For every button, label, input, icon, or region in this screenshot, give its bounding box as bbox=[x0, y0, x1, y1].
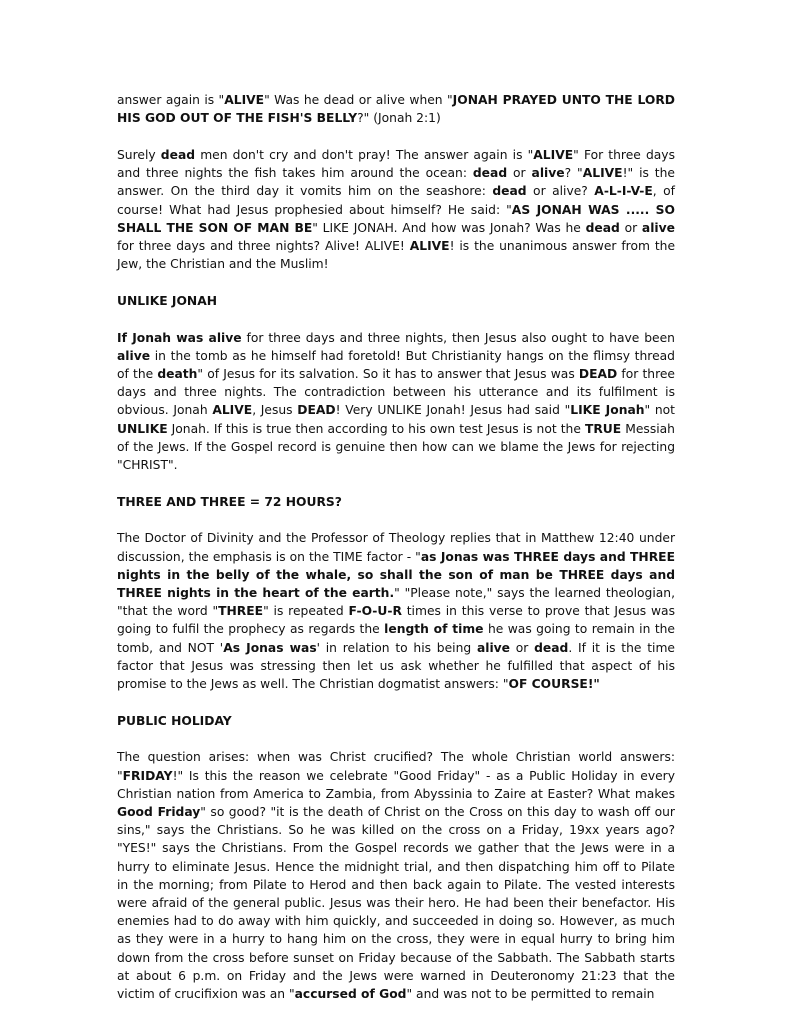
text-run: for three days and three nights. The contradiction between his utterance and its fulfilment is obvious. Jonah bbox=[117, 366, 675, 418]
text-run: Surely bbox=[117, 147, 161, 162]
text-run: ' in relation to his being bbox=[316, 640, 477, 655]
bold-text: ALIVE bbox=[224, 93, 265, 107]
text-run: , of course! What had Jesus prophesied about himself? He said: " bbox=[117, 184, 676, 217]
bold-text: dead bbox=[492, 184, 527, 199]
bold-text: F-O-U-R bbox=[348, 604, 402, 619]
text-run: , Jesus bbox=[252, 403, 298, 418]
paragraph-time-factor bbox=[117, 529, 675, 693]
text-run: he was going to remain in the tomb, and NOT ' bbox=[117, 622, 675, 655]
bold-text: alive bbox=[641, 220, 675, 235]
bold-text: dead bbox=[534, 640, 569, 655]
text-run: The Doctor of Divinity and the Professor of Theology replies that in Matthew 12:40 under discussion, the emphasis is on the TIME factor - " bbox=[117, 531, 675, 564]
bold-text: accursed of God bbox=[294, 987, 407, 1002]
text-run: answer again is " bbox=[117, 93, 225, 107]
bold-text: dead bbox=[160, 147, 196, 162]
bold-text: dead bbox=[472, 166, 508, 181]
text-run: !" Is this the reason we celebrate "Good Friday" - as a Public Holiday in every Christian nation from America to Zambia, from Abyssinia to Zaire at Easter? What makes bbox=[117, 768, 675, 801]
text-run: or bbox=[619, 220, 642, 235]
text-run: or bbox=[510, 640, 535, 655]
text-run: " is repeated bbox=[263, 604, 349, 619]
bold-text: dead bbox=[585, 220, 620, 235]
text-run: for three days and three nights, then Jesus also ought to have been bbox=[241, 330, 675, 345]
bold-text: UNLIKE JONAH bbox=[117, 293, 218, 308]
text-run: ?" (Jonah 2:1) bbox=[357, 111, 441, 126]
bold-text: TRUE bbox=[584, 421, 622, 436]
bold-text: Good Friday bbox=[117, 805, 201, 819]
bold-text: LIKE Jonah bbox=[570, 403, 645, 418]
text-run: ! is the unanimous answer from the Jew, the Christian and the Muslim! bbox=[117, 238, 676, 272]
text-run: " of Jesus for its salvation. So it has to answer that Jesus was bbox=[197, 366, 579, 381]
heading-unlike-jonah bbox=[117, 292, 675, 310]
bold-text: DEAD bbox=[297, 403, 336, 418]
bold-text: PUBLIC HOLIDAY bbox=[117, 713, 232, 728]
bold-text: ALIVE bbox=[582, 166, 623, 181]
paragraph-dead-or-alive bbox=[117, 146, 675, 273]
bold-text: ALIVE bbox=[533, 147, 574, 162]
text-run: in the tomb as he himself had foretold! But Christianity hangs on the flimsy thread of the bbox=[117, 348, 675, 381]
text-run: ? " bbox=[564, 166, 583, 181]
text-run: " "Please note," says the learned theologian, "that the word " bbox=[117, 585, 675, 619]
text-run: Messiah of the Jews. If the Gospel record is genuine then how can we blame the Jews for rejecting "CHRIST". bbox=[117, 421, 675, 472]
bold-text: alive bbox=[476, 640, 511, 655]
paragraph-unlike-jonah bbox=[117, 329, 675, 475]
bold-text: alive bbox=[531, 166, 565, 181]
bold-text: AS JONAH WAS ..... SO SHALL THE SON OF MAN BE bbox=[117, 202, 675, 235]
text-run: for three days and three nights? Alive! ALIVE! bbox=[117, 238, 410, 253]
text-run: . If it is the time factor that Jesus was stressing then let us ask whether he fulfilled that aspect of his promise to the Jews as well. The Christian dogmatist answers: " bbox=[117, 640, 675, 691]
bold-text: THREE bbox=[218, 604, 264, 619]
text-run: " Was he dead or alive when " bbox=[264, 93, 453, 107]
text-run: " LIKE JONAH. And how was Jonah? Was he bbox=[312, 220, 586, 235]
heading-72-hours bbox=[117, 493, 675, 511]
bold-text: DEAD bbox=[578, 366, 618, 381]
text-run: ! Very UNLIKE Jonah! Jesus had said " bbox=[335, 403, 571, 418]
text-run: " For three days and three nights the fish takes him around the ocean: bbox=[117, 147, 675, 181]
text-run: men don't cry and don't pray! The answer again is " bbox=[195, 147, 534, 162]
bold-text: A-L-I-V-E bbox=[594, 184, 653, 199]
text-run: " so good? "it is the death of Christ on the Cross on this day to wash off our sins," says the Christians. So he was killed on the cross on a Friday, 19xx years ago? "YES!" says the Christians. From the Gospel records we gather that the Jews were in a hurry to eliminate Jesus. Hence the midnight trial, and then dispatching him off to Pilate in the morning; from Pilate to Herod and then back again to Pilate. The vested interests were afraid of the general public. Jesus was their hero. He had been their benefactor. His enemies had to do away with him quickly, and succeeded in doing so. However, as much as they were in a hurry to hang him on the cross, they were in equal hurry to bring him down from the cross before sunset on Friday because of the Sabbath. The Sabbath starts at about 6 p.m. on Friday and the Jews were warned in Deuteronomy 21:23 that the victim of crucifixion was an " bbox=[117, 805, 675, 1002]
bold-text: If Jonah was alive bbox=[117, 330, 242, 345]
bold-text: length of time bbox=[384, 622, 484, 637]
bold-text: As Jonas was bbox=[223, 640, 317, 655]
text-run: times in this verse to prove that Jesus was going to fulfil the prophecy as regards the bbox=[117, 604, 676, 637]
bold-text: ALIVE bbox=[409, 238, 450, 253]
bold-text: FRIDAY bbox=[122, 768, 173, 783]
text-run: or bbox=[507, 166, 532, 181]
bold-text: THREE AND THREE = 72 HOURS? bbox=[117, 494, 342, 509]
text-run: " and was not to be permitted to remain bbox=[406, 987, 655, 1002]
text-run: Jonah. If this is true then according to his own test Jesus is not the bbox=[167, 421, 585, 436]
text-run: or alive? bbox=[526, 184, 595, 199]
bold-text: JONAH PRAYED UNTO THE LORD HIS GOD OUT OF THE FISH'S BELLY bbox=[117, 93, 675, 126]
paragraph-crucifixion bbox=[117, 748, 675, 1003]
bold-text: ALIVE bbox=[212, 403, 253, 418]
paragraph-jonah-prayer bbox=[117, 91, 675, 127]
bold-text: death bbox=[157, 366, 198, 381]
bold-text: as Jonas was THREE days and THREE nights in the belly of the whale, so shall the son of man be THREE days and THREE nights in the heart of the earth. bbox=[117, 549, 675, 600]
text-run: " not bbox=[644, 403, 676, 418]
heading-public-holiday bbox=[117, 712, 675, 730]
bold-text: alive bbox=[117, 348, 151, 363]
bold-text: UNLIKE bbox=[117, 421, 168, 436]
bold-text: OF COURSE!" bbox=[508, 676, 600, 691]
text-run: !" is the answer. On the third day it vomits him on the seashore: bbox=[117, 166, 675, 199]
text-run: The question arises: when was Christ crucified? The whole Christian world answers: " bbox=[117, 750, 675, 783]
